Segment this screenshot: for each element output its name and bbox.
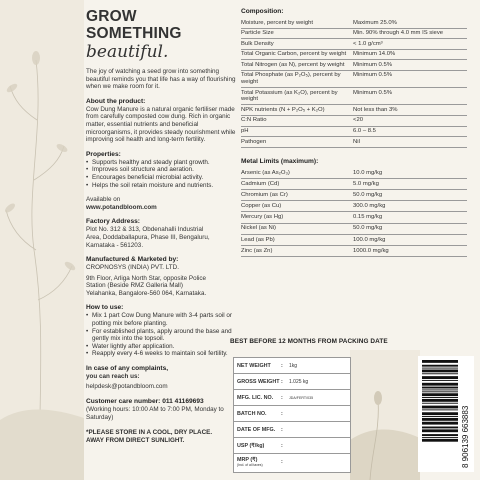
table-row (234, 374, 350, 390)
composition-value: Nil (353, 137, 467, 148)
metal-name: Copper (as Cu) (241, 201, 353, 212)
table-row (241, 212, 467, 223)
separator: : (281, 426, 283, 433)
headline-script: beautiful. (86, 42, 169, 62)
barcode-bar (422, 380, 458, 381)
separator: : (281, 362, 283, 369)
metal-limits-heading: Metal Limits (maximum): (241, 157, 319, 165)
table-row (241, 88, 467, 105)
composition-value: Minimum 0.5% (353, 60, 467, 71)
barcode-bar (422, 403, 458, 404)
list-item: • Reapply every 4-6 weeks to maintain soil fertility. (86, 350, 236, 358)
helpdesk-email[interactable]: helpdesk@potandbloom.com (86, 382, 168, 390)
date-of-mfg-label: DATE OF MFG. (237, 426, 276, 433)
barcode-bar (422, 383, 458, 386)
net-weight-label: NET WEIGHT (237, 362, 271, 369)
barcode-bar (422, 406, 458, 409)
left-column (86, 8, 236, 445)
storage-note-line: *PLEASE STORE IN A COOL, DRY PLACE. (86, 429, 213, 437)
composition-param: Bulk Density (241, 39, 353, 50)
separator: : (281, 410, 283, 417)
table-row (241, 39, 467, 50)
metal-name: Nickel (as Ni) (241, 223, 353, 234)
intro-text: The joy of watching a seed grow into something beautiful reminds you that life has a way of flourishing when we make room for it. (86, 68, 236, 91)
barcode-bar (422, 370, 458, 373)
batch-info-box (233, 357, 351, 473)
metal-limit: 0.15 mg/kg (353, 212, 467, 223)
barcode-bar (422, 439, 458, 442)
barcode-bar (422, 422, 458, 425)
headline: GROW SOMETHING (86, 8, 182, 42)
gross-weight-label: GROSS WEIGHT (237, 378, 280, 385)
list-item: • Encourages beneficial microbial activity. (86, 174, 236, 182)
table-row (234, 438, 350, 454)
barcode-bar (422, 412, 458, 415)
list-item: • For established plants, apply around the base and gently mix into the topsoil. (86, 328, 236, 343)
manufacturer-line: Yelahanka, Bangalore-560 064, Karnataka. (86, 289, 207, 297)
metal-limit: 10.0 mg/kg (353, 168, 467, 179)
composition-param: NPK nutrients (N + P₂O₅ + K₂O) (241, 105, 353, 116)
list-item: • Supports healthy and steady plant growth. (86, 159, 236, 167)
barcode-bar (422, 416, 458, 417)
composition-value: Min. 90% through 4.0 mm IS sieve (353, 28, 467, 39)
table-row (234, 406, 350, 422)
list-item: • Improves soil structure and aeration. (86, 166, 236, 174)
mrp-label-text: MRP (₹) (237, 457, 258, 463)
table-row (241, 223, 467, 234)
complaints-heading-2: you can reach us: (86, 373, 140, 381)
table-row (241, 28, 467, 39)
metal-limit: 50.0 mg/kg (353, 190, 467, 201)
mfg-lic-value: JDA/FERT/035 (289, 395, 314, 400)
composition-value: Not less than 3% (353, 105, 467, 116)
barcode (418, 356, 474, 472)
customer-care-number: Customer care number: 011 41169693 (86, 398, 204, 406)
website-link[interactable]: www.potandbloom.com (86, 203, 157, 211)
metal-limit: 1000.0 mg/kg (353, 246, 467, 257)
complaints-heading: In case of any complaints, (86, 365, 169, 373)
right-column (241, 8, 474, 257)
barcode-bar (422, 429, 458, 432)
storage-note-line: AWAY FROM DIRECT SUNLIGHT. (86, 437, 185, 444)
batch-no-label: BATCH NO. (237, 410, 267, 417)
factory-line: Area, Doddaballapura, Phase III, Bengaluru, (86, 233, 210, 241)
barcode-graphic (418, 356, 474, 472)
metal-name: Arsenic (as As₂O₃) (241, 168, 353, 179)
properties-list (86, 159, 236, 189)
metal-name: Mercury (as Hg) (241, 212, 353, 223)
gross-weight-value: 1.025 kg (289, 378, 309, 385)
barcode-bar (422, 373, 458, 374)
list-item: • Helps the soil retain moisture and nutrients. (86, 182, 236, 190)
barcode-bar (422, 391, 458, 392)
barcode-bar (422, 397, 458, 398)
table-row (234, 358, 350, 374)
manufacturer-line: Station (Beside RMZ Galleria Mall) (86, 282, 183, 290)
separator: : (281, 394, 283, 401)
how-to-use-list (86, 312, 236, 358)
metal-limit: 100.0 mg/kg (353, 234, 467, 245)
manufacturer-heading: Manufactured & Marketed by: (86, 256, 179, 264)
composition-param: Moisture, percent by weight (241, 18, 353, 28)
composition-param: Total Potassium (as K₂O), percent by weight (241, 88, 353, 105)
table-row (234, 390, 350, 406)
barcode-bar (422, 409, 458, 410)
storage-note (86, 429, 236, 444)
factory-heading: Factory Address: (86, 218, 140, 226)
barcode-bar (422, 389, 458, 390)
factory-line: Plot No. 312 & 313, Obdenahalli Industrial (86, 226, 204, 234)
metal-limit: 50.0 mg/kg (353, 223, 467, 234)
composition-param: Particle Size (241, 28, 353, 39)
barcode-bar (422, 360, 458, 363)
barcode-bar (422, 376, 458, 379)
table-row (241, 168, 467, 179)
usp-label: USP (₹/kg) (237, 442, 265, 449)
separator: : (281, 459, 283, 465)
table-row (241, 178, 467, 189)
how-to-use-heading: How to use: (86, 304, 124, 312)
table-row (241, 246, 467, 257)
composition-param: pH (241, 126, 353, 137)
separator: : (281, 442, 283, 449)
customer-care-hours: (Working hours: 10:00 AM to 7:00 PM, Monday to Saturday) (86, 406, 224, 421)
barcode-bar (422, 399, 458, 402)
barcode-bar (422, 434, 458, 436)
composition-value: Minimum 0.5% (353, 70, 467, 87)
composition-value: Minimum 14.0% (353, 49, 467, 60)
composition-param: Total Nitrogen (as N), percent by weight (241, 60, 353, 71)
best-before-text: BEST BEFORE 12 MONTHS FROM PACKING DATE (230, 338, 388, 345)
table-row (241, 18, 467, 28)
barcode-bar (422, 393, 458, 396)
mrp-tax-note: (Incl. of all taxes) (237, 463, 263, 467)
table-row (241, 115, 467, 126)
metal-limit: 300.0 mg/kg (353, 201, 467, 212)
metal-limits-table (241, 168, 467, 258)
factory-line: Karnataka - 561203. (86, 241, 144, 249)
about-text: Cow Dung Manure is a natural organic fertiliser made from carefully composted cow dung. Rich in organic matter, essential nutrients and beneficial microorganisms, it provides steady nourishment while improving soil health and long-term fertility. (86, 105, 236, 144)
table-row (241, 60, 467, 71)
composition-value: < 1.0 g/cm³ (353, 39, 467, 50)
botanical-illustration-right (350, 350, 420, 480)
barcode-bar (422, 427, 458, 429)
manufacturer-line: 9th Floor, Arliga North Star, opposite Police (86, 274, 207, 282)
botanical-illustration-left (0, 0, 84, 480)
barcode-bar (422, 368, 458, 369)
list-item: • Water lightly after application. (86, 343, 236, 351)
barcode-number: 8 906139 663883 (461, 405, 470, 468)
properties-heading: Properties: (86, 150, 121, 158)
metal-name: Zinc (as Zn) (241, 246, 353, 257)
composition-param: Pathogen (241, 137, 353, 148)
composition-param: C:N Ratio (241, 115, 353, 126)
composition-table (241, 18, 467, 148)
separator: : (281, 378, 283, 385)
metal-name: Lead (as Pb) (241, 234, 353, 245)
mrp-label (237, 457, 281, 467)
metal-limit: 5.0 mg/kg (353, 178, 467, 189)
table-row (241, 126, 467, 137)
table-row (241, 234, 467, 245)
composition-param: Total Phosphate (as P₂O₅), percent by weight (241, 70, 353, 87)
table-row (234, 422, 350, 438)
barcode-bar (422, 365, 458, 367)
about-heading: About the product: (86, 97, 146, 105)
table-row (241, 137, 467, 148)
table-row (241, 201, 467, 212)
composition-value: 6.0 – 8.5 (353, 126, 467, 137)
composition-param: Total Organic Carbon, percent by weight (241, 49, 353, 60)
barcode-bar (422, 387, 458, 389)
table-row (241, 49, 467, 60)
table-row (234, 454, 350, 470)
list-item: • Mix 1 part Cow Dung Manure with 3-4 parts soil or potting mix before planting. (86, 312, 236, 327)
table-row (241, 190, 467, 201)
barcode-bar (422, 437, 458, 438)
barcode-bar (422, 418, 458, 421)
metal-name: Chromium (as Cr) (241, 190, 353, 201)
metal-name: Cadmium (Cd) (241, 178, 353, 189)
available-label: Available on (86, 196, 121, 204)
net-weight-value: 1kg (289, 362, 298, 369)
composition-heading: Composition: (241, 8, 284, 15)
composition-value: Minimum 0.5% (353, 88, 467, 105)
composition-value: Maximum 25.0% (353, 18, 467, 28)
manufacturer-company: CROPNOSYS (INDIA) PVT. LTD. (86, 264, 179, 272)
table-row (241, 105, 467, 116)
table-row (241, 70, 467, 87)
composition-value: <20 (353, 115, 467, 126)
mfg-lic-label: MFG. LIC. NO. (237, 394, 274, 401)
